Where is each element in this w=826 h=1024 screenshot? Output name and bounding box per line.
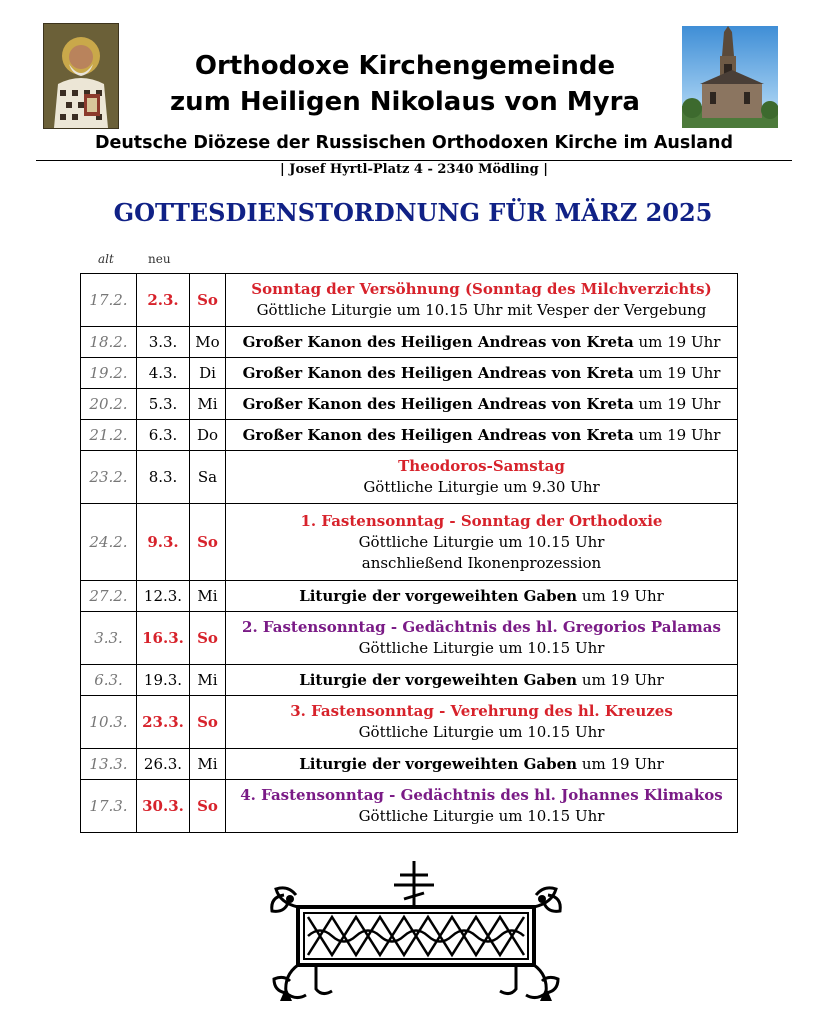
old-date: 20.2.	[81, 389, 137, 420]
new-date: 16.3.	[137, 612, 190, 665]
new-date: 3.3.	[137, 327, 190, 358]
service-description	[226, 696, 738, 749]
old-date: 6.3.	[81, 665, 137, 696]
table-row	[81, 358, 738, 389]
service-time: um 19 Uhr	[633, 395, 721, 413]
new-date: 19.3.	[137, 665, 190, 696]
table-row	[81, 274, 738, 327]
weekday: So	[190, 504, 226, 581]
old-date: 21.2.	[81, 420, 137, 451]
table-row	[81, 696, 738, 749]
service-description	[226, 451, 738, 504]
service-description	[226, 581, 738, 612]
address: | Josef Hyrtl-Platz 4 - 2340 Mödling |	[280, 162, 548, 177]
new-date: 9.3.	[137, 504, 190, 581]
church-photo	[682, 26, 778, 128]
old-date: 18.2.	[81, 327, 137, 358]
old-date: 3.3.	[81, 612, 137, 665]
table-row	[81, 780, 738, 833]
weekday: Mo	[190, 327, 226, 358]
weekday: Do	[190, 420, 226, 451]
new-date: 30.3.	[137, 780, 190, 833]
feast-title: 1. Fastensonntag - Sonntag der Orthodoxie	[300, 511, 663, 530]
service-description	[226, 420, 738, 451]
new-date: 4.3.	[137, 358, 190, 389]
service-name: Großer Kanon des Heiligen Andreas von Kreta	[242, 364, 634, 382]
table-row	[81, 581, 738, 612]
parish-title	[130, 48, 680, 120]
service-detail: Göttliche Liturgie um 10.15 Uhr	[358, 723, 605, 741]
title-line-2: zum Heiligen Nikolaus von Myra	[170, 87, 640, 117]
weekday: Mi	[190, 665, 226, 696]
column-header-old: alt	[98, 252, 114, 266]
column-header-new: neu	[148, 252, 171, 266]
feast-title: Theodoros-Samstag	[398, 457, 565, 475]
service-name: Großer Kanon des Heiligen Andreas von Kreta	[242, 426, 634, 444]
service-time: um 19 Uhr	[633, 333, 721, 351]
service-description	[226, 274, 738, 327]
service-description	[226, 665, 738, 696]
service-detail: Göttliche Liturgie um 10.15 Uhr	[358, 807, 605, 825]
weekday: So	[190, 780, 226, 833]
table-row	[81, 612, 738, 665]
weekday: Mi	[190, 581, 226, 612]
weekday: So	[190, 612, 226, 665]
old-date: 17.2.	[81, 274, 137, 327]
diocese-subtitle: Deutsche Diözese der Russischen Orthodoxen Kirche im Ausland	[94, 133, 734, 153]
old-date: 27.2.	[81, 581, 137, 612]
service-time: um 19 Uhr	[633, 364, 721, 382]
feast-title: Sonntag der Versöhnung (Sonntag des Milchverzichts)	[251, 280, 712, 298]
service-description	[226, 327, 738, 358]
service-description	[226, 780, 738, 833]
service-description	[226, 504, 738, 581]
service-name: Liturgie der vorgeweihten Gaben	[299, 671, 578, 689]
weekday: Di	[190, 358, 226, 389]
title-line-1: Orthodoxe Kirchengemeinde	[194, 51, 616, 81]
service-time: um 19 Uhr	[633, 426, 721, 444]
weekday: Mi	[190, 749, 226, 780]
service-time: um 19 Uhr	[577, 671, 664, 689]
table-row	[81, 504, 738, 581]
service-detail: anschließend Ikonenprozession	[361, 553, 602, 572]
service-name: Großer Kanon des Heiligen Andreas von Kreta	[242, 333, 634, 351]
service-name: Liturgie der vorgeweihten Gaben	[299, 587, 578, 605]
table-row	[81, 389, 738, 420]
service-detail: Göttliche Liturgie um 10.15 Uhr	[358, 532, 605, 551]
old-date: 17.3.	[81, 780, 137, 833]
old-date: 23.2.	[81, 451, 137, 504]
service-detail: Göttliche Liturgie um 9.30 Uhr	[363, 478, 600, 496]
table-row	[81, 665, 738, 696]
service-name: Liturgie der vorgeweihten Gaben	[299, 755, 578, 773]
old-date: 19.2.	[81, 358, 137, 389]
service-description	[226, 749, 738, 780]
service-detail: Göttliche Liturgie um 10.15 Uhr	[358, 639, 605, 657]
service-detail: Göttliche Liturgie um 10.15 Uhr mit Vesper der Vergebung	[256, 301, 707, 319]
weekday: So	[190, 696, 226, 749]
weekday: So	[190, 274, 226, 327]
feast-title: 3. Fastensonntag - Verehrung des hl. Kreuzes	[290, 702, 673, 720]
service-name: Großer Kanon des Heiligen Andreas von Kreta	[242, 395, 634, 413]
service-time: um 19 Uhr	[577, 755, 664, 773]
schedule-heading: GOTTESDIENSTORDNUNG FÜR MÄRZ 2025	[113, 198, 713, 227]
old-date: 10.3.	[81, 696, 137, 749]
new-date: 5.3.	[137, 389, 190, 420]
feast-title: 4. Fastensonntag - Gedächtnis des hl. Johannes Klimakos	[240, 786, 723, 804]
old-date: 24.2.	[81, 504, 137, 581]
new-date: 8.3.	[137, 451, 190, 504]
old-date: 13.3.	[81, 749, 137, 780]
table-row	[81, 749, 738, 780]
table-row	[81, 451, 738, 504]
service-time: um 19 Uhr	[577, 587, 664, 605]
new-date: 2.3.	[137, 274, 190, 327]
weekday: Mi	[190, 389, 226, 420]
table-row	[81, 420, 738, 451]
table-row	[81, 327, 738, 358]
service-description	[226, 612, 738, 665]
feast-title: 2. Fastensonntag - Gedächtnis des hl. Gregorios Palamas	[242, 618, 721, 636]
new-date: 26.3.	[137, 749, 190, 780]
service-schedule-table	[80, 273, 738, 833]
service-description	[226, 358, 738, 389]
saint-nicholas-icon	[43, 23, 119, 129]
cross-ornament-icon	[266, 855, 566, 1005]
weekday: Sa	[190, 451, 226, 504]
new-date: 6.3.	[137, 420, 190, 451]
schedule-body	[81, 274, 738, 833]
header-divider	[36, 160, 792, 161]
new-date: 12.3.	[137, 581, 190, 612]
service-description	[226, 389, 738, 420]
new-date: 23.3.	[137, 696, 190, 749]
